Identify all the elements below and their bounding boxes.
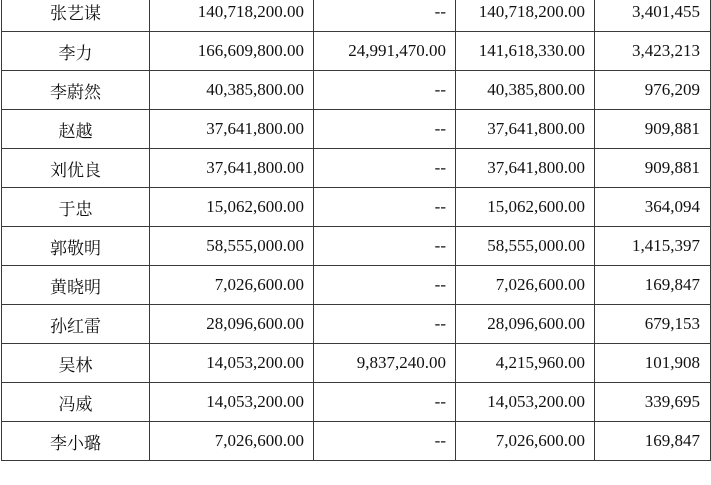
row-value-cell-col2: -- xyxy=(314,71,456,110)
table-row xyxy=(2,422,711,461)
row-value-cell-col4: 679,153 xyxy=(595,305,711,344)
row-name-cell: 张艺谋 xyxy=(2,0,150,32)
row-value-cell-col4: 909,881 xyxy=(595,110,711,149)
row-value-cell-col1: 7,026,600.00 xyxy=(150,266,314,305)
row-value-cell-col1: 140,718,200.00 xyxy=(150,0,314,32)
table-row xyxy=(2,149,711,188)
row-value-cell-col3: 40,385,800.00 xyxy=(456,71,595,110)
row-name-cell: 赵越 xyxy=(2,110,150,149)
table-body xyxy=(2,0,711,461)
row-name-cell: 李力 xyxy=(2,32,150,71)
row-name-cell: 李蔚然 xyxy=(2,71,150,110)
row-value-cell-col3: 28,096,600.00 xyxy=(456,305,595,344)
row-value-cell-col3: 140,718,200.00 xyxy=(456,0,595,32)
row-value-cell-col2: -- xyxy=(314,305,456,344)
row-value-cell-col2: -- xyxy=(314,422,456,461)
row-value-cell-col4: 101,908 xyxy=(595,344,711,383)
row-value-cell-col4: 169,847 xyxy=(595,266,711,305)
row-value-cell-col3: 14,053,200.00 xyxy=(456,383,595,422)
shareholding-table xyxy=(1,0,711,461)
row-value-cell-col1: 37,641,800.00 xyxy=(150,149,314,188)
row-value-cell-col2: -- xyxy=(314,0,456,32)
row-value-cell-col2: -- xyxy=(314,188,456,227)
row-value-cell-col4: 364,094 xyxy=(595,188,711,227)
table-row xyxy=(2,110,711,149)
row-value-cell-col1: 15,062,600.00 xyxy=(150,188,314,227)
row-value-cell-col2: -- xyxy=(314,383,456,422)
row-name-cell: 冯威 xyxy=(2,383,150,422)
table-row xyxy=(2,344,711,383)
row-name-cell: 吴林 xyxy=(2,344,150,383)
row-value-cell-col3: 7,026,600.00 xyxy=(456,422,595,461)
row-value-cell-col2: -- xyxy=(314,110,456,149)
row-value-cell-col3: 37,641,800.00 xyxy=(456,110,595,149)
row-value-cell-col4: 339,695 xyxy=(595,383,711,422)
row-value-cell-col2: 9,837,240.00 xyxy=(314,344,456,383)
row-value-cell-col1: 28,096,600.00 xyxy=(150,305,314,344)
row-value-cell-col4: 976,209 xyxy=(595,71,711,110)
row-value-cell-col2: 24,991,470.00 xyxy=(314,32,456,71)
table-row xyxy=(2,188,711,227)
row-value-cell-col1: 58,555,000.00 xyxy=(150,227,314,266)
row-value-cell-col4: 3,423,213 xyxy=(595,32,711,71)
row-value-cell-col1: 166,609,800.00 xyxy=(150,32,314,71)
table-row xyxy=(2,227,711,266)
table-row xyxy=(2,305,711,344)
row-value-cell-col1: 40,385,800.00 xyxy=(150,71,314,110)
row-value-cell-col3: 58,555,000.00 xyxy=(456,227,595,266)
table-row xyxy=(2,71,711,110)
table-row xyxy=(2,266,711,305)
row-value-cell-col2: -- xyxy=(314,266,456,305)
row-name-cell: 郭敬明 xyxy=(2,227,150,266)
row-name-cell: 刘优良 xyxy=(2,149,150,188)
table-row xyxy=(2,383,711,422)
row-value-cell-col3: 37,641,800.00 xyxy=(456,149,595,188)
row-value-cell-col1: 7,026,600.00 xyxy=(150,422,314,461)
row-value-cell-col3: 141,618,330.00 xyxy=(456,32,595,71)
row-value-cell-col4: 169,847 xyxy=(595,422,711,461)
row-name-cell: 李小璐 xyxy=(2,422,150,461)
row-value-cell-col1: 14,053,200.00 xyxy=(150,344,314,383)
row-value-cell-col3: 15,062,600.00 xyxy=(456,188,595,227)
row-value-cell-col4: 3,401,455 xyxy=(595,0,711,32)
row-name-cell: 于忠 xyxy=(2,188,150,227)
row-value-cell-col4: 1,415,397 xyxy=(595,227,711,266)
table-row xyxy=(2,0,711,32)
row-value-cell-col3: 7,026,600.00 xyxy=(456,266,595,305)
row-value-cell-col3: 4,215,960.00 xyxy=(456,344,595,383)
row-value-cell-col1: 37,641,800.00 xyxy=(150,110,314,149)
row-name-cell: 黄晓明 xyxy=(2,266,150,305)
row-name-cell: 孙红雷 xyxy=(2,305,150,344)
row-value-cell-col2: -- xyxy=(314,149,456,188)
row-value-cell-col1: 14,053,200.00 xyxy=(150,383,314,422)
table-row xyxy=(2,32,711,71)
row-value-cell-col2: -- xyxy=(314,227,456,266)
row-value-cell-col4: 909,881 xyxy=(595,149,711,188)
